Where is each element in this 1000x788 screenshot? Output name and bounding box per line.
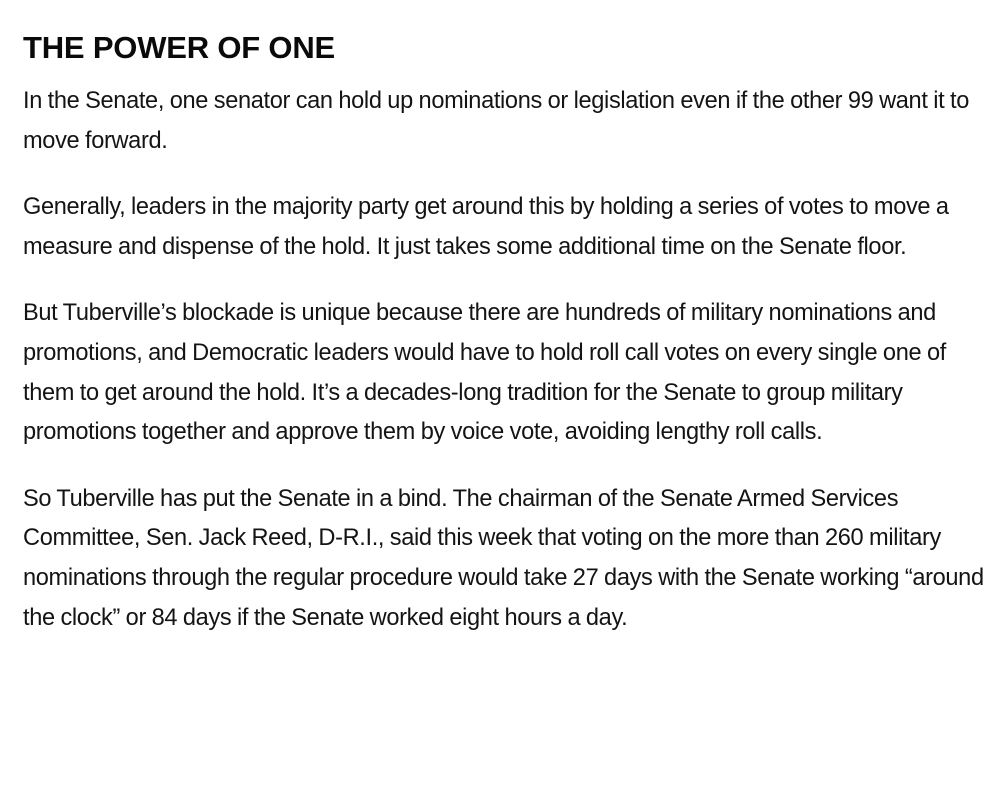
paragraph-senate-bind: So Tuberville has put the Senate in a bind. The chairman of the Senate Armed Services Committee, Sen. Jack Reed, D-R.I., said this week that voting on the more than 260 military nominations through the regular procedure would take 27 days with the Senate working “around the clock” or 84 days if the Senate worked eight hours a day. (23, 485, 984, 631)
paragraph-senate-hold: In the Senate, one senator can hold up nominations or legislation even if the other 99 want it to move forward. (23, 88, 970, 154)
paragraph-tuberville-blockade: But Tuberville’s blockade is unique because there are hundreds of military nominations and promotions, and Democratic leaders would have to hold roll call votes on every single one of them to get around the hold. It’s a decades-long tradition for the Senate to group military promotions together and approve them by voice vote, avoiding lengthy roll calls. (23, 300, 946, 446)
paragraph-majority-workaround: Generally, leaders in the majority party get around this by holding a series of votes to move a measure and dispense of the hold. It just takes some additional time on the Senate floor. (23, 194, 949, 260)
section-heading: THE POWER OF ONE (23, 30, 335, 65)
